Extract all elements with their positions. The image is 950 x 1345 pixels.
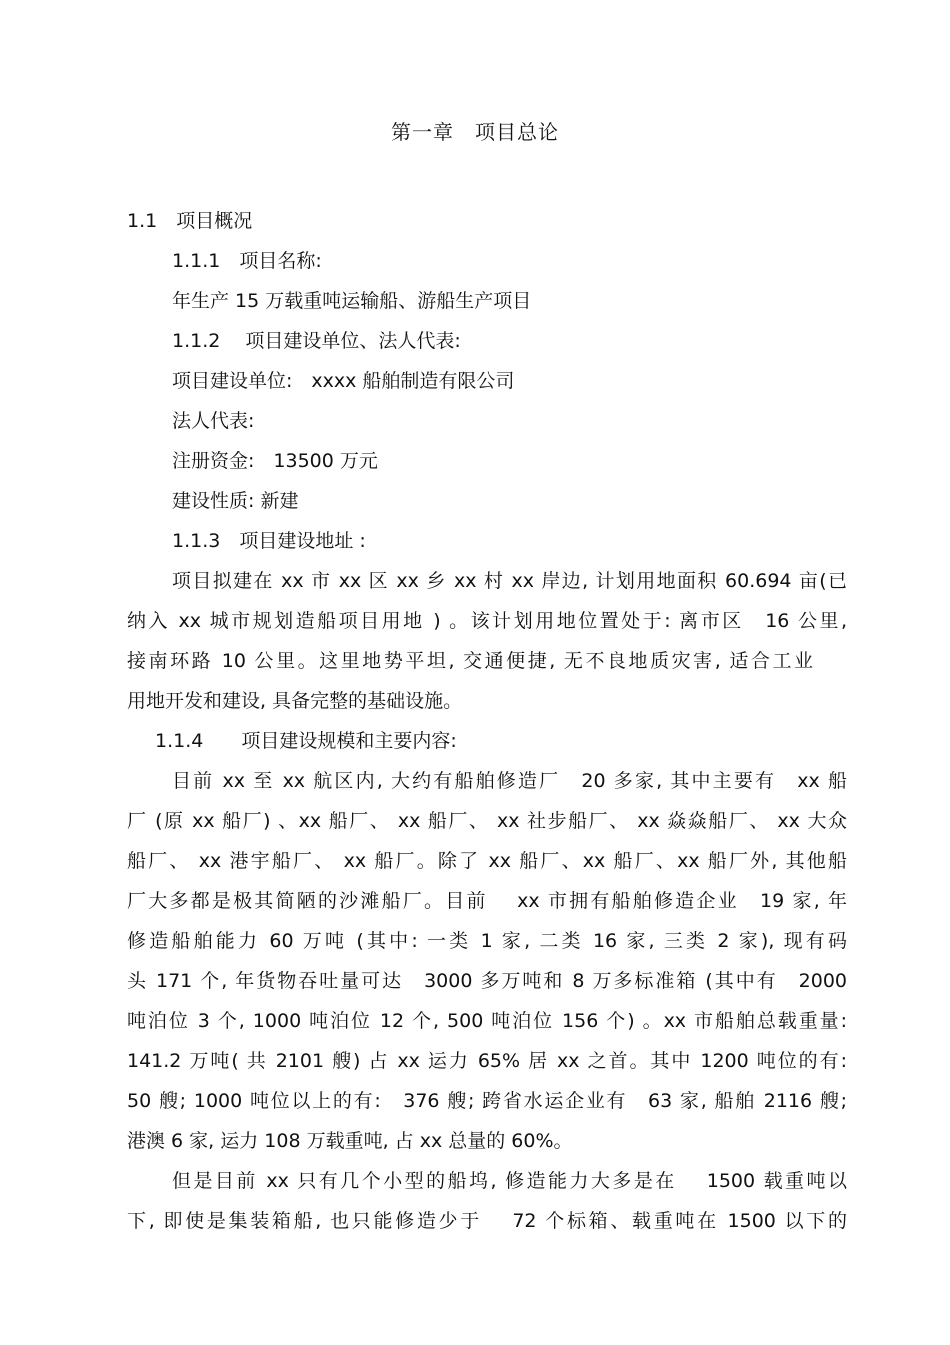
chapter-title: 第一章 项目总论 xyxy=(391,120,559,144)
section-heading-1-1: 1.1 项目概况 xyxy=(127,210,253,232)
scale-paragraph-line: 141.2 万吨( 共 2101 艘) 占 xx 运力 65% 居 xx 之首。其中 1200 吨位的有: xyxy=(127,1050,847,1072)
address-paragraph-line: 项目拟建在 xx 市 xx 区 xx 乡 xx 村 xx 岸边, 计划用地面积 60.694 亩(已 xyxy=(172,570,847,592)
section-heading-1-1-4: 1.1.4 项目建设规模和主要内容: xyxy=(155,730,457,752)
registered-capital: 注册资金: 13500 万元 xyxy=(172,450,378,472)
dock-paragraph-line: 下, 即使是集装箱船, 也只能修造少于 72 个标箱、载重吨在 1500 以下的 xyxy=(127,1210,847,1232)
section-heading-1-1-2: 1.1.2 项目建设单位、法人代表: xyxy=(172,330,461,352)
dock-paragraph-line: 但是目前 xx 只有几个小型的船坞, 修造能力大多是在 1500 载重吨以 xyxy=(172,1170,847,1192)
scale-paragraph-line: 港澳 6 家, 运力 108 万载重吨, 占 xx 总量的 60%。 xyxy=(127,1130,573,1152)
address-paragraph-line: 接南环路 10 公里。这里地势平坦, 交通便捷, 无不良地质灾害, 适合工业 xyxy=(127,650,813,672)
construction-unit: 项目建设单位: xxxx 船舶制造有限公司 xyxy=(172,370,515,392)
legal-representative: 法人代表: xyxy=(172,410,255,432)
scale-paragraph-line: 头 171 个, 年货物吞吐量可达 3000 多万吨和 8 万多标准箱 (其中有 2000 xyxy=(127,970,847,992)
scale-paragraph-line: 吨泊位 3 个, 1000 吨泊位 12 个, 500 吨泊位 156 个) 。xx 市船舶总载重量: xyxy=(127,1010,847,1032)
scale-paragraph-line: 修造船舶能力 60 万吨 (其中: 一类 1 家, 二类 16 家, 三类 2 家), 现有码 xyxy=(127,930,847,952)
scale-paragraph-line: 厂大多都是极其简陋的沙滩船厂。目前 xx 市拥有船舶修造企业 19 家, 年 xyxy=(127,890,847,912)
construction-nature: 建设性质: 新建 xyxy=(172,490,299,512)
scale-paragraph-line: 船厂、 xx 港宇船厂、 xx 船厂。除了 xx 船厂、xx 船厂、xx 船厂外, 其他船 xyxy=(127,850,847,872)
scale-paragraph-line: 厂 (原 xx 船厂) 、xx 船厂、 xx 船厂、 xx 社步船厂、 xx 焱焱船厂、 xx 大众 xyxy=(127,810,847,832)
project-name: 年生产 15 万载重吨运输船、游船生产项目 xyxy=(172,290,532,312)
scale-paragraph-line: 50 艘; 1000 吨位以上的有: 376 艘; 跨省水运企业有 63 家, 船舶 2116 艘; xyxy=(127,1090,847,1112)
section-heading-1-1-3: 1.1.3 项目建设地址 : xyxy=(172,530,366,552)
address-paragraph-line: 纳入 xx 城市规划造船项目用地 ) 。该计划用地位置处于: 离市区 16 公里, xyxy=(127,610,847,632)
address-paragraph-line: 用地开发和建设, 具备完整的基础设施。 xyxy=(127,690,463,712)
section-heading-1-1-1: 1.1.1 项目名称: xyxy=(172,250,322,272)
scale-paragraph-line: 目前 xx 至 xx 航区内, 大约有船舶修造厂 20 多家, 其中主要有 xx 船 xyxy=(172,770,847,792)
